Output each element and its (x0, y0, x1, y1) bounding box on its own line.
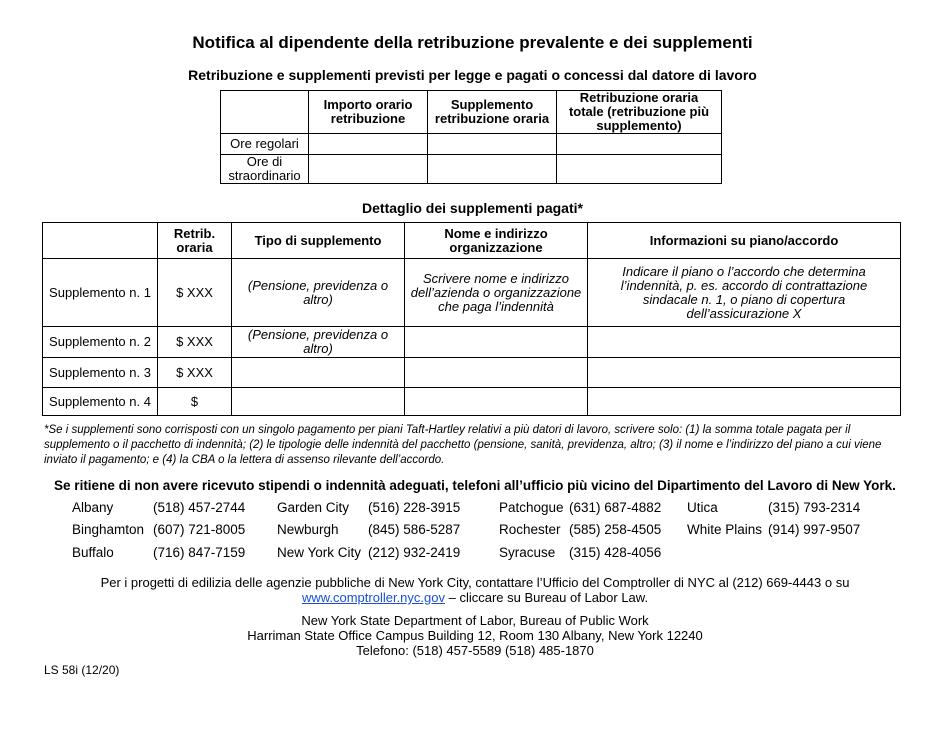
overtime-supplement-cell[interactable] (428, 155, 557, 184)
supp4-type[interactable] (232, 388, 405, 416)
supp3-label: Supplemento n. 3 (43, 358, 158, 388)
office-phone-binghamton: (607) 721-8005 (153, 522, 246, 537)
table-row (221, 155, 722, 184)
regular-total-cell[interactable] (557, 134, 722, 155)
wage-header-supplement: Supplemento retribuzione oraria (428, 91, 557, 134)
nyc-note-line2-wrap (0, 590, 950, 605)
office-city-syracuse: Syracuse (499, 545, 556, 560)
supp2-label: Supplemento n. 2 (43, 327, 158, 358)
address-line2: Harriman State Office Campus Building 12, Room 130 Albany, New York 12240 (247, 628, 703, 643)
regular-supplement-cell[interactable] (428, 134, 557, 155)
wage-header-blank (221, 91, 309, 134)
office-city-albany: Albany (72, 500, 114, 515)
supp4-org[interactable] (405, 388, 588, 416)
office-city-garden-city: Garden City (277, 500, 350, 515)
supp-header-type: Tipo di supplemento (232, 223, 405, 259)
supp-header-rate: Retrib. oraria (158, 223, 232, 259)
table-row (221, 134, 722, 155)
comptroller-link[interactable]: www.comptroller.nyc.gov (301, 590, 445, 605)
overtime-total-cell[interactable] (557, 155, 722, 184)
wage-header-hourly: Importo orario retribuzione (309, 91, 428, 134)
supp1-org[interactable]: Scrivere nome e indirizzo dell’azienda o organizzazione che paga l’indennità (405, 259, 588, 327)
supp3-rate[interactable]: $ XXX (158, 358, 232, 388)
office-phone-patchogue: (631) 687-4882 (569, 500, 662, 515)
row-label-overtime: Ore di straordinario (221, 155, 309, 184)
address-line3: Telefono: (518) 457-5589 (518) 485-1870 (356, 643, 594, 658)
supp2-type[interactable]: (Pensione, previdenza o altro) (232, 327, 405, 358)
office-city-buffalo: Buffalo (72, 545, 114, 560)
office-phone-garden-city: (516) 228-3915 (368, 500, 461, 515)
supp4-label: Supplemento n. 4 (43, 388, 158, 416)
supp2-org[interactable] (405, 327, 588, 358)
office-city-white-plains: White Plains (687, 522, 763, 537)
wage-header-total: Retribuzione oraria totale (retribuzione più supplemento) (557, 91, 722, 134)
address-line1: New York State Department of Labor, Bureau of Public Work (301, 613, 649, 628)
supp4-rate[interactable]: $ (158, 388, 232, 416)
office-city-newburgh: Newburgh (277, 522, 339, 537)
supp3-type[interactable] (232, 358, 405, 388)
office-phone-albany: (518) 457-2744 (153, 500, 246, 515)
wage-table (220, 90, 722, 184)
supp-header-plan: Informazioni su piano/accordo (588, 223, 901, 259)
supp2-rate[interactable]: $ XXX (158, 327, 232, 358)
supp4-plan[interactable] (588, 388, 901, 416)
supp-header-blank (43, 223, 158, 259)
table-row (43, 327, 901, 358)
supp1-label: Supplemento n. 1 (43, 259, 158, 327)
regular-hourly-cell[interactable] (309, 134, 428, 155)
supplements-table (42, 222, 901, 416)
supp2-plan[interactable] (588, 327, 901, 358)
contact-heading: Se ritiene di non avere ricevuto stipendi o indennità adeguati, telefoni all’ufficio più vicino del Dipartimento del Lavoro di New York. (54, 478, 896, 493)
nyc-note (0, 575, 950, 605)
form-id: LS 58i (12/20) (44, 663, 120, 677)
wage-table-header-row (221, 91, 722, 134)
table-row (43, 388, 901, 416)
office-phone-newburgh: (845) 586-5287 (368, 522, 461, 537)
office-city-rochester: Rochester (499, 522, 561, 537)
supp1-rate[interactable]: $ XXX (158, 259, 232, 327)
row-label-regular: Ore regolari (221, 134, 309, 155)
office-phone-buffalo: (716) 847-7159 (153, 545, 246, 560)
office-city-utica: Utica (687, 500, 718, 515)
page-title: Notifica al dipendente della retribuzione prevalente e dei supplementi (192, 33, 753, 52)
table-row (43, 259, 901, 327)
office-city-binghamton: Binghamton (72, 522, 145, 537)
office-city-patchogue: Patchogue (499, 500, 564, 515)
table2-title: Dettaglio dei supplementi pagati* (362, 200, 583, 216)
supp-header-org: Nome e indirizzo organizzazione (405, 223, 588, 259)
table1-subtitle: Retribuzione e supplementi previsti per legge e pagati o concessi dal datore di lavoro (188, 67, 757, 83)
office-phone-new-york-city: (212) 932-2419 (368, 545, 461, 560)
office-phone-white-plains: (914) 997-9507 (768, 522, 861, 537)
supp3-plan[interactable] (588, 358, 901, 388)
nyc-note-line1: Per i progetti di edilizia delle agenzie pubbliche di New York City, contattare l’Ufficio del Comptroller di NYC al (212) 669-4443 o su (100, 575, 850, 590)
supp1-plan[interactable]: Indicare il piano o l’accordo che determina l’indennità, p. es. accordo di contrattazione sindacale n. 1, o piano di copertura dell’assicurazione X (588, 259, 901, 327)
office-phone-rochester: (585) 258-4505 (569, 522, 662, 537)
supp3-org[interactable] (405, 358, 588, 388)
office-city-new-york-city: New York City (277, 545, 362, 560)
nyc-note-line2: – cliccare su Bureau of Labor Law. (445, 590, 649, 605)
overtime-hourly-cell[interactable] (309, 155, 428, 184)
office-phone-utica: (315) 793-2314 (768, 500, 861, 515)
supp1-type[interactable]: (Pensione, previdenza o altro) (232, 259, 405, 327)
footnote: *Se i supplementi sono corrisposti con un singolo pagamento per piani Taft-Hartley relativi a più datori di lavoro, scrivere solo: (1) la somma totale pagata per il supplemento o il pacchetto di indennità; (2) le tipologie delle indennità del pacchetto (pensione, sanità, previdenza, altro; (3) il nome e l’indirizzo del piano a cui viene inviato il pagamento; e (4) la CBA o la lettera di assenso rilevante dell’accordo. (44, 424, 882, 466)
office-phone-syracuse: (315) 428-4056 (569, 545, 662, 560)
supplements-header-row (43, 223, 901, 259)
table-row (43, 358, 901, 388)
dol-address (0, 613, 950, 658)
